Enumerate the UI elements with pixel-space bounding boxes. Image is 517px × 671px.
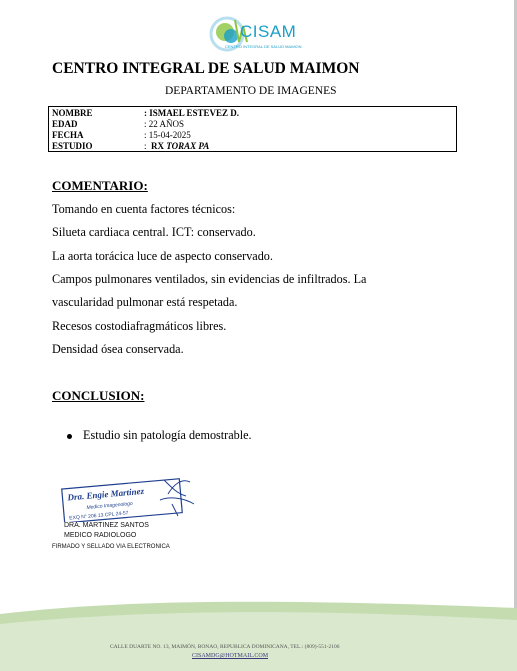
patient-date-row: [52, 130, 191, 140]
footer-wave: [0, 600, 517, 671]
name-label: NOMBRE: [52, 108, 93, 118]
conclusion-heading: CONCLUSION:: [52, 388, 145, 403]
signature-stamp-icon: [60, 474, 200, 522]
logo-subtitle: CENTRO INTEGRAL DE SALUD MAIMON: [225, 44, 302, 49]
logo-text: CISAM: [240, 22, 297, 41]
footer-email-link[interactable]: CISAMDG@HOTMAIL.COM: [192, 653, 269, 659]
age-label: EDAD: [52, 119, 78, 129]
doctor-role: MEDICO RADIOLOGO: [64, 532, 137, 539]
conclusion-item: Estudio sin patología demostrable.: [83, 428, 252, 442]
comment-line: vascularidad pulmonar está respetada.: [52, 295, 238, 309]
comment-line: Silueta cardiaca central. ICT: conservado.: [52, 225, 256, 239]
age-value: : 22 AÑOS: [144, 119, 185, 129]
comment-heading: COMENTARIO:: [52, 178, 148, 193]
date-label: FECHA: [52, 130, 84, 140]
stamp-exq: EXQ N° 206 13 CPL 24-57: [69, 510, 129, 522]
patient-name-row: [52, 108, 239, 118]
bullet-icon: [67, 434, 72, 439]
comment-line: Densidad ósea conservada.: [52, 342, 184, 356]
patient-study-row: [52, 141, 209, 151]
comment-line: La aorta torácica luce de aspecto conservado.: [52, 249, 273, 263]
study-value: TORAX PA: [166, 141, 210, 151]
study-label: ESTUDIO: [52, 141, 93, 151]
comment-line: Recesos costodiafragmáticos libres.: [52, 319, 227, 333]
patient-age-row: [52, 119, 184, 129]
study-rx: RX: [151, 141, 165, 151]
patient-info-box: [48, 106, 457, 152]
page-title: CENTRO INTEGRAL DE SALUD MAIMON: [52, 60, 360, 77]
name-value: : ISMAEL ESTEVEZ D.: [144, 108, 240, 118]
stamp-role: Medico Imagenologo: [86, 500, 133, 511]
signature-note: FIRMADO Y SELLADO VIA ELECTRONICA: [52, 544, 170, 550]
study-prefix: :: [144, 141, 147, 151]
stamp-name: Dra. Engie Martinez: [67, 485, 145, 503]
doctor-name: DRA. MARTINEZ SANTOS: [64, 522, 149, 529]
date-value: : 15-04-2025: [144, 130, 191, 140]
department-title: DEPARTAMENTO DE IMAGENES: [165, 85, 337, 97]
comment-line: Tomando en cuenta factores técnicos:: [52, 202, 236, 216]
footer-address: CALLE DUARTE NO. 13, MAIMÓN, BONAO, REPUBLICA DOMINICANA, TEL.: (809)-551-2106: [110, 644, 340, 650]
comment-line: Campos pulmonares ventilados, sin evidencias de infiltrados. La: [52, 272, 367, 286]
